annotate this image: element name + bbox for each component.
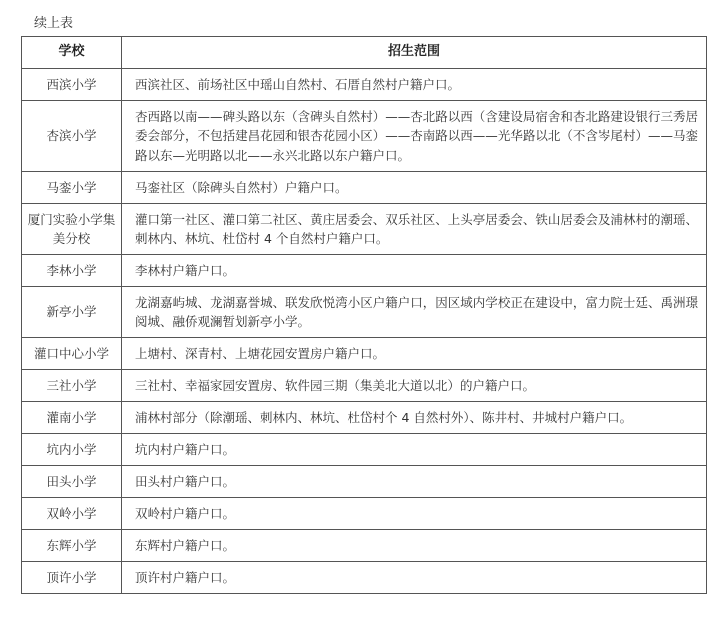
school-name: 李林小学 (22, 255, 122, 287)
enrollment-scope: 马銮社区（除碑头自然村）户籍户口。 (122, 172, 707, 204)
table-header-row (22, 37, 707, 69)
enrollment-scope: 灌口第一社区、灌口第二社区、黄庄居委会、双乐社区、上头亭居委会、铁山居委会及浦林村的潮瑶、刺林内、林坑、杜岱村 4 个自然村户籍户口。 (122, 204, 707, 255)
school-name: 西滨小学 (22, 69, 122, 101)
table-row (22, 562, 707, 594)
enrollment-scope: 坑内村户籍户口。 (122, 434, 707, 466)
enrollment-scope: 杏西路以南——碑头路以东（含碑头自然村）——杏北路以西（含建设局宿舍和杏北路建设银行三秀居委会部分，不包括建昌花园和银杏花园小区）——杏南路以西——光华路以北（不含岑尾村）——马銮路以东—光明路以北——永兴北路以东户籍户口。 (122, 101, 707, 172)
enrollment-scope: 西滨社区、前场社区中瑶山自然村、石厝自然村户籍户口。 (122, 69, 707, 101)
enrollment-scope: 上塘村、深青村、上塘花园安置房户籍户口。 (122, 338, 707, 370)
enrollment-scope: 顶许村户籍户口。 (122, 562, 707, 594)
school-name: 灌南小学 (22, 402, 122, 434)
table-row (22, 69, 707, 101)
table-row (22, 434, 707, 466)
enrollment-scope: 田头村户籍户口。 (122, 466, 707, 498)
school-name: 厦门实验小学集美分校 (22, 204, 122, 255)
table-row (22, 498, 707, 530)
table-row (22, 172, 707, 204)
school-name: 双岭小学 (22, 498, 122, 530)
table-row (22, 370, 707, 402)
table-row (22, 255, 707, 287)
enrollment-scope: 龙湖嘉屿城、龙湖嘉誉城、联发欣悦湾小区户籍户口，因区域内学校正在建设中，富力院士廷、禹洲璟阅城、融侨观澜暂划新亭小学。 (122, 287, 707, 338)
table-row (22, 402, 707, 434)
school-name: 新亭小学 (22, 287, 122, 338)
school-name: 东辉小学 (22, 530, 122, 562)
enrollment-scope: 浦林村部分（除潮瑶、刺林内、林坑、杜岱村个 4 自然村外）、陈井村、井城村户籍户口。 (122, 402, 707, 434)
enrollment-table (21, 36, 707, 594)
table-caption: 续上表 (34, 16, 74, 31)
table-row (22, 204, 707, 255)
school-name: 三社小学 (22, 370, 122, 402)
header-scope: 招生范围 (122, 37, 707, 69)
school-name: 坑内小学 (22, 434, 122, 466)
school-name: 灌口中心小学 (22, 338, 122, 370)
enrollment-scope: 李林村户籍户口。 (122, 255, 707, 287)
enrollment-scope: 三社村、幸福家园安置房、软件园三期（集美北大道以北）的户籍户口。 (122, 370, 707, 402)
school-name: 马銮小学 (22, 172, 122, 204)
header-school: 学校 (22, 37, 122, 69)
table-row (22, 466, 707, 498)
enrollment-scope: 双岭村户籍户口。 (122, 498, 707, 530)
school-name: 顶许小学 (22, 562, 122, 594)
school-name: 杏滨小学 (22, 101, 122, 172)
table-row (22, 338, 707, 370)
table-row (22, 101, 707, 172)
school-name: 田头小学 (22, 466, 122, 498)
table-row (22, 287, 707, 338)
enrollment-scope: 东辉村户籍户口。 (122, 530, 707, 562)
table-row (22, 530, 707, 562)
